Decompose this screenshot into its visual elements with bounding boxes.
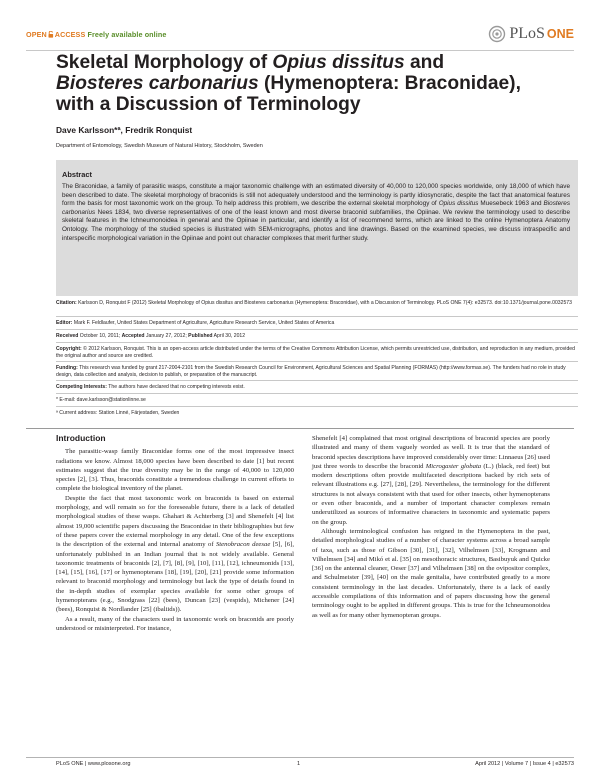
- copyright-label: Copyright:: [56, 346, 82, 352]
- journal-header: [26, 25, 574, 44]
- open-access-badge: [26, 30, 166, 39]
- journal-logo-plos: PLoS: [509, 25, 545, 42]
- title-species-1: Opius dissitus: [272, 52, 405, 73]
- citation: [56, 300, 578, 307]
- abstract-text-1: The Braconidae, a family of parasitic wasps, constitute a major taxonomic challenge with an estimated diversity of 40,000 to 120,000 species worldwide, only 18,000 of which have been described to date. The skeletal morphology of braconids is still not adequately understood and the terminology is partly idiosyncratic, despite the fact that anatomical features form the basis for most taxonomic work on the group. To help address this problem, we describe the external skeletal morphology of: [62, 183, 570, 208]
- header-divider: [26, 50, 574, 51]
- accepted-label: Accepted: [121, 333, 145, 339]
- open-access-prefix: OPEN: [26, 30, 47, 39]
- body-column-left: [56, 434, 294, 633]
- competing-label: Competing Interests:: [56, 384, 107, 390]
- published-date: April 30, 2012: [212, 333, 246, 339]
- page-number: 1: [297, 761, 301, 767]
- current-address: ª Current address: Station Linné, Färjestaden, Sweden: [56, 410, 180, 416]
- abstract-text-2: Muesebeck 1963 and: [478, 200, 544, 208]
- copyright: [56, 346, 578, 360]
- copyright-text: © 2012 Karlsson, Ronquist. This is an open-access article distributed under the terms of the Creative Commons Attribution License, which permits unrestricted use, distribution, and reproduction in any medium, provided the original author and source are credited.: [56, 346, 575, 359]
- corresponding-email: * E-mail: dave.karlsson@stationlinne.se: [56, 397, 146, 403]
- open-lock-icon: [48, 31, 54, 38]
- abstract-text: [62, 183, 570, 243]
- abstract-species-b: Biosteres carbonarius: [62, 200, 570, 216]
- body-paragraph: As a result, many of the characters used in taxonomic work on braconids are poorly understood or misinterpreted. For instance,: [56, 615, 294, 632]
- editor-text: Mark F. Feldlaufer, United States Department of Agriculture, Agriculture Research Service, United States of America: [72, 320, 335, 326]
- citation-text: Karlsson D, Ronquist F (2012) Skeletal Morphology of Opius dissitus and Biosteres carbonarius (Hymenoptera: Braconidae), with a Discussion of Terminology. PLoS ONE 7(4): e32573. doi:10.1371/journal.pone.0032573: [76, 300, 572, 306]
- editor: [56, 320, 578, 327]
- title-text-1: Skeletal Morphology of: [56, 52, 273, 73]
- body-paragraph: [312, 434, 550, 527]
- journal-logo-one: ONE: [546, 27, 574, 41]
- title-text-2: and: [404, 52, 445, 73]
- footer-journal: PLoS ONE | www.plosone.org: [56, 761, 131, 767]
- body-text: Shenefelt [4] complained that most original descriptions of braconid species are poorly illustrated and many of them vaguely worded as well. It is true that the standard of braconid species descriptions have improved considerably over time: Linnaeus [26] used just three words to describe the braconid: [312, 435, 550, 470]
- body-paragraph: [56, 494, 294, 615]
- abstract-text-3: Nees 1834, two diverse representatives of one of the least known and most diverse braconid subfamilies, the Opiinae. We review the terminology used to describe skeletal features in the Ichneumonoidea in general and the Opiinae in particular, and identify a list of recommend terms, which are linked to the online Hymenoptera Anatomy Ontology. The morphology of the studied species is illustrated with SEM-micrographs, photos and line drawings. Based on the examined species, we discuss intraspecific and interspecific morphological variation in the Opiinae and point out character complexes that merit further study.: [62, 208, 570, 242]
- author-affiliation: Department of Entomology, Swedish Museum of Natural History, Stockholm, Sweden: [56, 143, 263, 149]
- citation-label: Citation:: [56, 300, 77, 306]
- received-date: October 10, 2011;: [78, 333, 122, 339]
- editor-label: Editor:: [56, 320, 73, 326]
- body-text: [5], [6], unfortunately published in an Indian journal that is not widely available. General taxonomic treatments of braconids [2], [7], [8], [9], [10], [11], [12], ichneumonids [13], [14], [15], [16], [17] or hymenopterans [18], [19], [20], [21] provide some information relevant to braconid morphology and terminology but lack the type of details found in the in-depth studies of exemplar species available for some other groups of hymenopterans (e.g., Snodgrass [22] (bees), Duncan [23] (vespids), Michener [24] (bees), Ronquist & Nordlander [25] (ibaliids)).: [56, 541, 294, 614]
- journal-name: [509, 25, 574, 43]
- abstract-heading: Abstract: [62, 170, 92, 179]
- body-divider: [26, 428, 574, 429]
- article-title: [56, 52, 526, 115]
- body-paragraph: Although terminological confusion has reigned in the Hymenoptera in the past, detailed morphological studies of a number of character systems across a broad sample of taxa, such as those of Gibson [30], [31], [32], Vilhelmsen [33], Krogmann and Vilhelmsen [34] and Mikó et al. [35] on mesothoracic structures, Basibuyuk and Quicke [36] on the antennal cleaner, Oeser [37] and Vilhelmsen [38] on the ovipositor complex, and Schulmeister [39], [40] on the male genitalia, have contributed greatly to a more consistent terminology in the last decades. Unfortunately, there is a lack of easily accessible compilations of this information and of papers discussing how the general terminology ought to be applied in different groups. This is true for the Ichneumonoidea as well as for many other hymenopteran groups.: [312, 527, 550, 619]
- body-species: Stenobracon deesae: [215, 541, 271, 549]
- meta-divider: [56, 393, 578, 394]
- introduction-heading: Introduction: [56, 433, 106, 443]
- meta-divider: [56, 329, 578, 330]
- meta-divider: [56, 342, 578, 343]
- article-dates: [56, 333, 578, 340]
- title-species-2: Biosteres carbonarius: [56, 73, 259, 94]
- plos-logo-icon: [488, 25, 506, 43]
- body-paragraph: The parasitic-wasp family Braconidae forms one of the most impressive insect radiations we know. Almost 18,000 species have been described to date [1] but recent estimates suggest that the true diversity may be in the range of 40,000 to 120,000 species [2], [3]. Thus, braconids constitute a tremendous challenge in current efforts to complete the biological inventory of the planet.: [56, 448, 294, 493]
- footer-issue: April 2012 | Volume 7 | Issue 4 | e32573: [475, 761, 574, 767]
- funding-text: This research was funded by grant 217-2004-2101 from the Swedish Research Council for Environment, Agricultural Sciences and Spatial Planning (FORMAS) (http://www.formas.se). The funders had no role in study design, data collection and analysis, decision to publish, or preparation of the manuscript.: [56, 365, 566, 378]
- received-label: Received: [56, 333, 79, 339]
- journal-logo: [488, 24, 574, 44]
- funding-label: Funding:: [56, 365, 78, 371]
- meta-divider: [56, 361, 578, 362]
- freely-available-label: Freely available online: [87, 30, 167, 39]
- open-access-word: ACCESS: [54, 30, 86, 39]
- footer-divider: [26, 757, 574, 758]
- body-species: Microgaster globata: [425, 462, 482, 470]
- meta-divider: [56, 316, 578, 317]
- abstract-species-a: Opius dissitus: [438, 200, 479, 208]
- meta-divider: [56, 406, 578, 407]
- accepted-date: January 27, 2012;: [144, 333, 189, 339]
- author-list: Dave Karlsson*ª, Fredrik Ronquist: [56, 125, 193, 135]
- published-label: Published: [188, 333, 213, 339]
- funding: [56, 365, 578, 379]
- title-text-3: (Hymenoptera: Braconidae), with a Discussion of Terminology: [56, 73, 521, 115]
- competing-interests: [56, 384, 578, 391]
- meta-divider: [56, 380, 578, 381]
- body-column-right: [312, 434, 550, 620]
- competing-text: The authors have declared that no competing interests exist.: [106, 384, 245, 390]
- body-text: (L.) (black, red feet) but modern descriptions often provide multifaceted descriptions backed by rich sets of relevant illustrations e.g. [27], [28], [29]. Nevertheless, the terminology for the different structures is not always consistent with that used for other insects, other hymenopterans or even other braconids, and a number of important character complexes remain underutilized as sources of informative characters in taxonomic and systematic papers on the group.: [312, 462, 551, 526]
- body-text: Despite the fact that most taxonomic work on braconids is based on external morphology, and will remain so for the foreseeable future, there is a lack of detailed morphological studies of these wasps. Ghahari & Achterberg [3] and Shenefelt [4] list almost 19,000 scientific papers discussing the Braconidae in their bibliographies but few of these papers cover the external morphology in any detail. One of the few exceptions is the description of the external and internal anatomy of: [56, 494, 294, 549]
